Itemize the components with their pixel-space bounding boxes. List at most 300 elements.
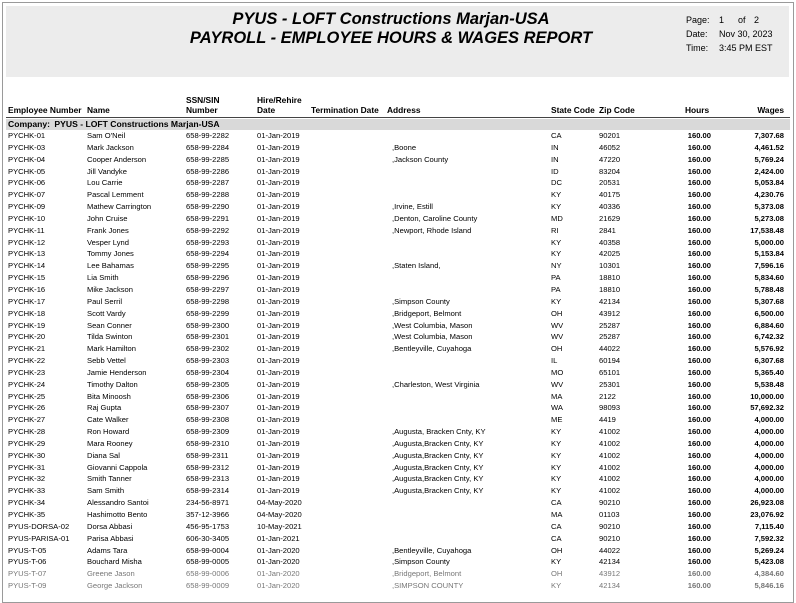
- name-cell: Jill Vandyke: [87, 166, 127, 176]
- wages-cell: 5,538.48: [754, 379, 784, 389]
- wages-cell: 26,923.08: [750, 498, 784, 508]
- employee-number-cell: PYCHK-20: [8, 332, 46, 342]
- employee-number-cell: PYCHK-18: [8, 308, 46, 318]
- hire-date-cell: 01-Jan-2019: [257, 356, 300, 366]
- state-code-cell: WV: [551, 332, 564, 342]
- employee-number-cell: PYCHK-10: [8, 213, 46, 223]
- employee-number-cell: PYUS-PARISA-01: [8, 533, 70, 543]
- ssn-cell: 658-99-2300: [186, 320, 230, 330]
- state-code-cell: OH: [551, 344, 563, 354]
- employee-number-cell: PYCHK-17: [8, 296, 46, 306]
- company-label: Company:: [8, 119, 51, 129]
- hire-date-cell: 01-Jan-2020: [257, 569, 300, 579]
- hours-cell: 160.00: [687, 166, 711, 176]
- hire-date-cell: 01-Jan-2019: [257, 296, 300, 306]
- hours-cell: 160.00: [687, 356, 711, 366]
- table-row: [0, 402, 796, 414]
- hire-date-cell: 01-Jan-2019: [257, 320, 300, 330]
- table-row: [0, 284, 796, 296]
- hours-cell: 160.00: [687, 367, 711, 377]
- zip-code-cell: 2841: [599, 225, 616, 235]
- name-cell: Mike Jackson: [87, 284, 134, 294]
- name-cell: Lou Carrie: [87, 178, 123, 188]
- table-row: [0, 248, 796, 260]
- employee-number-cell: PYCHK-33: [8, 486, 46, 496]
- wages-cell: 4,000.00: [754, 427, 784, 437]
- employee-number-cell: PYCHK-28: [8, 427, 46, 437]
- employee-number-cell: PYCHK-24: [8, 379, 46, 389]
- hours-cell: 160.00: [687, 533, 711, 543]
- state-code-cell: IL: [551, 356, 558, 366]
- hours-cell: 160.00: [687, 213, 711, 223]
- name-cell: Hashimotto Bento: [87, 510, 148, 519]
- hours-cell: 160.00: [687, 178, 711, 188]
- employee-number-cell: PYCHK-21: [8, 344, 46, 354]
- hours-cell: 160.00: [687, 225, 711, 235]
- hours-cell: 160.00: [687, 284, 711, 294]
- state-code-cell: PA: [551, 284, 561, 294]
- company-group-row: [6, 119, 790, 130]
- employee-number-cell: PYCHK-30: [8, 450, 46, 460]
- ssn-cell: 234-56-8971: [186, 498, 230, 508]
- ssn-cell: 658-99-2303: [186, 356, 230, 366]
- wages-cell: 57,692.32: [750, 403, 784, 413]
- address-cell: ,Bentleyville, Cuyahoga: [392, 344, 472, 354]
- zip-code-cell: 41002: [599, 438, 621, 448]
- hire-date-cell: 04-May-2020: [257, 498, 302, 508]
- hours-cell: 160.00: [687, 154, 711, 164]
- wages-cell: 4,000.00: [754, 462, 784, 472]
- time-label: Time:: [686, 43, 709, 53]
- zip-code-cell: 18810: [599, 284, 621, 294]
- page-of-label: of: [738, 15, 746, 25]
- table-row: [0, 485, 796, 497]
- ssn-cell: 658-99-2282: [186, 131, 230, 140]
- page-number: 1: [719, 15, 725, 25]
- table-row: [0, 509, 796, 521]
- hours-cell: 160.00: [687, 202, 711, 212]
- wages-cell: 23,076.92: [750, 510, 784, 519]
- wages-cell: 7,592.32: [754, 533, 784, 543]
- table-row: [0, 414, 796, 426]
- name-cell: John Cruise: [87, 213, 128, 223]
- zip-code-cell: 40175: [599, 190, 621, 200]
- wages-cell: 4,000.00: [754, 415, 784, 425]
- ssn-cell: 658-99-0006: [186, 569, 230, 579]
- name-cell: Diana Sal: [87, 450, 120, 460]
- zip-code-cell: 42134: [599, 557, 621, 567]
- name-cell: Tommy Jones: [87, 249, 134, 259]
- name-cell: Smith Tanner: [87, 474, 132, 484]
- employee-number-cell: PYUS-T-09: [8, 581, 47, 591]
- address-cell: ,Simpson County: [392, 296, 450, 306]
- hire-date-cell: 01-Jan-2019: [257, 344, 300, 354]
- wages-cell: 5,307.68: [754, 296, 784, 306]
- hours-cell: 160.00: [687, 510, 711, 519]
- time-value: 3:45 PM EST: [719, 43, 773, 53]
- zip-code-cell: 46052: [599, 142, 621, 152]
- employee-number-cell: PYCHK-27: [8, 415, 46, 425]
- ssn-cell: 658-99-2308: [186, 415, 230, 425]
- state-code-cell: KY: [551, 557, 562, 567]
- employee-number-cell: PYCHK-23: [8, 367, 46, 377]
- hire-date-cell: 01-Jan-2019: [257, 391, 300, 401]
- address-cell: ,Jackson County: [392, 154, 449, 164]
- zip-code-cell: 41002: [599, 450, 621, 460]
- name-cell: Sam Smith: [87, 486, 125, 496]
- name-cell: George Jackson: [87, 581, 143, 591]
- zip-code-cell: 44022: [599, 545, 621, 555]
- zip-code-cell: 41002: [599, 474, 621, 484]
- wages-cell: 5,788.48: [754, 284, 784, 294]
- name-cell: Dorsa Abbasi: [87, 521, 133, 531]
- name-cell: Raj Gupta: [87, 403, 122, 413]
- table-row: [0, 426, 796, 438]
- table-row: [0, 177, 796, 189]
- state-code-cell: MA: [551, 510, 563, 519]
- header-ssn: [186, 96, 220, 115]
- wages-cell: 7,115.40: [754, 521, 784, 531]
- wages-cell: 17,538.48: [750, 225, 784, 235]
- name-cell: Vesper Lynd: [87, 237, 129, 247]
- hire-date-cell: 01-Jan-2019: [257, 308, 300, 318]
- header-state-code: State Code: [551, 105, 595, 115]
- zip-code-cell: 90210: [599, 521, 621, 531]
- wages-cell: 4,000.00: [754, 438, 784, 448]
- hire-date-cell: 01-Jan-2019: [257, 249, 300, 259]
- ssn-cell: 658-99-2301: [186, 332, 230, 342]
- employee-number-cell: PYCHK-04: [8, 154, 46, 164]
- hire-date-cell: 01-Jan-2019: [257, 213, 300, 223]
- hire-date-cell: 01-Jan-2019: [257, 237, 300, 247]
- hours-cell: 160.00: [687, 521, 711, 531]
- hours-cell: 160.00: [687, 332, 711, 342]
- table-row: [0, 272, 796, 284]
- state-code-cell: KY: [551, 474, 562, 484]
- hours-cell: 160.00: [687, 474, 711, 484]
- table-row: [0, 379, 796, 391]
- state-code-cell: RI: [551, 225, 559, 235]
- name-cell: Bouchard Misha: [87, 557, 142, 567]
- state-code-cell: WA: [551, 403, 563, 413]
- ssn-cell: 658-99-2284: [186, 142, 230, 152]
- ssn-cell: 658-99-0009: [186, 581, 230, 591]
- header-wages: Wages: [757, 105, 784, 115]
- state-code-cell: OH: [551, 308, 563, 318]
- hours-cell: 160.00: [687, 498, 711, 508]
- header-hours: Hours: [685, 105, 710, 115]
- address-cell: ,SIMPSON COUNTY: [392, 581, 464, 591]
- name-cell: Mark Hamilton: [87, 344, 136, 354]
- state-code-cell: IN: [551, 154, 559, 164]
- employee-number-cell: PYUS-T-06: [8, 557, 47, 567]
- employee-number-cell: PYCHK-01: [8, 131, 46, 140]
- hire-date-cell: 01-Jan-2019: [257, 273, 300, 283]
- wages-cell: 5,053.84: [754, 178, 784, 188]
- ssn-cell: 658-99-2304: [186, 367, 230, 377]
- ssn-cell: 658-99-2309: [186, 427, 230, 437]
- header-hire-date: [257, 96, 302, 115]
- wages-cell: 5,576.92: [754, 344, 784, 354]
- address-cell: ,Augusta, Bracken Cnty, KY: [392, 427, 486, 437]
- hours-cell: 160.00: [687, 190, 711, 200]
- address-cell: ,Charleston, West Virginia: [392, 379, 480, 389]
- name-cell: Mara Rooney: [87, 438, 133, 448]
- table-row: [0, 533, 796, 545]
- employee-number-cell: PYCHK-19: [8, 320, 46, 330]
- hire-date-cell: 01-Jan-2019: [257, 462, 300, 472]
- header-address: Address: [387, 105, 421, 115]
- address-cell: ,Augusta,Bracken Cnty, KY: [392, 486, 484, 496]
- date-label: Date:: [686, 29, 708, 39]
- state-code-cell: WV: [551, 320, 564, 330]
- hire-date-cell: 10-May-2021: [257, 521, 302, 531]
- state-code-cell: MA: [551, 391, 563, 401]
- state-code-cell: ID: [551, 166, 559, 176]
- address-cell: ,Boone: [392, 142, 417, 152]
- zip-code-cell: 42025: [599, 249, 621, 259]
- header-termination-date: Termination Date: [311, 105, 379, 115]
- hours-cell: 160.00: [687, 379, 711, 389]
- wages-cell: 4,461.52: [754, 142, 784, 152]
- name-cell: Parisa Abbasi: [87, 533, 134, 543]
- hours-cell: 160.00: [687, 403, 711, 413]
- zip-code-cell: 01103: [599, 510, 620, 519]
- zip-code-cell: 47220: [599, 154, 621, 164]
- name-cell: Adams Tara: [87, 545, 128, 555]
- address-cell: ,Augusta,Bracken Cnty, KY: [392, 462, 484, 472]
- address-cell: ,Bentleyville, Cuyahoga: [392, 545, 472, 555]
- ssn-cell: 658-99-2313: [186, 474, 230, 484]
- table-row: [0, 130, 796, 142]
- table-row: [0, 568, 796, 580]
- wages-cell: 7,596.16: [754, 261, 784, 271]
- header-zip-code: Zip Code: [599, 105, 635, 115]
- ssn-cell: 658-99-2293: [186, 237, 230, 247]
- ssn-cell: 658-99-2305: [186, 379, 230, 389]
- hire-date-cell: 04-May-2020: [257, 510, 302, 519]
- state-code-cell: OH: [551, 569, 563, 579]
- hire-date-cell: 01-Jan-2019: [257, 403, 300, 413]
- hire-date-cell: 01-Jan-2019: [257, 379, 300, 389]
- employee-number-cell: PYCHK-16: [8, 284, 46, 294]
- employee-number-cell: PYCHK-14: [8, 261, 46, 271]
- employee-number-cell: PYCHK-25: [8, 391, 46, 401]
- employee-table: [0, 130, 796, 592]
- hire-date-cell: 01-Jan-2020: [257, 581, 300, 591]
- address-cell: ,Augusta,Bracken Cnty, KY: [392, 450, 484, 460]
- wages-cell: 5,269.24: [754, 545, 784, 555]
- hours-cell: 160.00: [687, 569, 711, 579]
- hire-date-cell: 01-Jan-2019: [257, 474, 300, 484]
- zip-code-cell: 42134: [599, 581, 621, 591]
- table-row: [0, 308, 796, 320]
- hours-cell: 160.00: [687, 249, 711, 259]
- state-code-cell: CA: [551, 498, 562, 508]
- header-hire-line2: Date: [257, 104, 276, 115]
- ssn-cell: 658-99-2285: [186, 154, 230, 164]
- name-cell: Sean Conner: [87, 320, 132, 330]
- hire-date-cell: 01-Jan-2021: [257, 533, 300, 543]
- state-code-cell: KY: [551, 190, 562, 200]
- state-code-cell: DC: [551, 178, 562, 188]
- ssn-cell: 658-99-2288: [186, 190, 230, 200]
- ssn-cell: 658-99-2310: [186, 438, 230, 448]
- hire-date-cell: 01-Jan-2019: [257, 486, 300, 496]
- hours-cell: 160.00: [687, 273, 711, 283]
- state-code-cell: KY: [551, 486, 562, 496]
- employee-number-cell: PYCHK-06: [8, 178, 46, 188]
- hours-cell: 160.00: [687, 486, 711, 496]
- wages-cell: 10,000.00: [750, 391, 784, 401]
- name-cell: Tilda Swinton: [87, 332, 133, 342]
- employee-number-cell: PYCHK-07: [8, 190, 46, 200]
- state-code-cell: OH: [551, 545, 563, 555]
- address-cell: ,Bridgeport, Belmont: [392, 569, 462, 579]
- employee-number-cell: PYCHK-03: [8, 142, 46, 152]
- header-divider: [6, 117, 790, 118]
- zip-code-cell: 42134: [599, 296, 621, 306]
- hire-date-cell: 01-Jan-2019: [257, 154, 300, 164]
- ssn-cell: 658-99-2287: [186, 178, 230, 188]
- zip-code-cell: 2122: [599, 391, 616, 401]
- state-code-cell: CA: [551, 533, 562, 543]
- table-row: [0, 213, 796, 225]
- state-code-cell: CA: [551, 131, 562, 140]
- hire-date-cell: 01-Jan-2019: [257, 202, 300, 212]
- wages-cell: 5,273.08: [754, 213, 784, 223]
- table-row: [0, 438, 796, 450]
- table-row: [0, 225, 796, 237]
- state-code-cell: KY: [551, 438, 562, 448]
- table-row: [0, 142, 796, 154]
- hours-cell: 160.00: [687, 557, 711, 567]
- zip-code-cell: 41002: [599, 427, 621, 437]
- name-cell: Mathew Carrington: [87, 202, 152, 212]
- ssn-cell: 658-99-2299: [186, 308, 230, 318]
- hire-date-cell: 01-Jan-2019: [257, 142, 300, 152]
- employee-number-cell: PYUS-T-07: [8, 569, 47, 579]
- ssn-cell: 658-99-2302: [186, 344, 230, 354]
- employee-number-cell: PYCHK-34: [8, 498, 46, 508]
- name-cell: Cooper Anderson: [87, 154, 147, 164]
- employee-number-cell: PYUS-T-05: [8, 545, 47, 555]
- report-title: PAYROLL - EMPLOYEE HOURS & WAGES REPORT: [189, 29, 593, 47]
- name-cell: Bita Minoosh: [87, 391, 131, 401]
- wages-cell: 5,834.60: [754, 273, 784, 283]
- table-row: [0, 154, 796, 166]
- table-row: [0, 355, 796, 367]
- zip-code-cell: 41002: [599, 486, 621, 496]
- ssn-cell: 658-99-2306: [186, 391, 230, 401]
- state-code-cell: CA: [551, 521, 562, 531]
- page-total: 2: [754, 15, 760, 25]
- employee-number-cell: PYCHK-26: [8, 403, 46, 413]
- state-code-cell: KY: [551, 427, 562, 437]
- table-row: [0, 343, 796, 355]
- ssn-cell: 658-99-2294: [186, 249, 230, 259]
- hire-date-cell: 01-Jan-2020: [257, 545, 300, 555]
- zip-code-cell: 90210: [599, 498, 621, 508]
- zip-code-cell: 98093: [599, 403, 621, 413]
- ssn-cell: 658-99-2314: [186, 486, 230, 496]
- state-code-cell: IN: [551, 142, 559, 152]
- hire-date-cell: 01-Jan-2019: [257, 178, 300, 188]
- name-cell: Mark Jackson: [87, 142, 134, 152]
- hours-cell: 160.00: [687, 344, 711, 354]
- ssn-cell: 658-99-0005: [186, 557, 230, 567]
- wages-cell: 7,307.68: [754, 131, 784, 140]
- zip-code-cell: 65101: [599, 367, 621, 377]
- zip-code-cell: 90201: [599, 131, 621, 140]
- state-code-cell: WV: [551, 379, 564, 389]
- table-row: [0, 521, 796, 533]
- zip-code-cell: 43912: [599, 569, 621, 579]
- name-cell: Sebb Vettel: [87, 356, 126, 366]
- ssn-cell: 456-95-1753: [186, 521, 230, 531]
- zip-code-cell: 4419: [599, 415, 616, 425]
- hours-cell: 160.00: [687, 296, 711, 306]
- table-row: [0, 260, 796, 272]
- hire-date-cell: 01-Jan-2019: [257, 415, 300, 425]
- header-name: Name: [87, 105, 110, 115]
- name-cell: Jamie Henderson: [87, 367, 147, 377]
- table-row: [0, 391, 796, 403]
- name-cell: Greene Jason: [87, 569, 135, 579]
- company-title: PYUS - LOFT Constructions Marjan-USA: [232, 10, 550, 28]
- employee-number-cell: PYCHK-31: [8, 462, 46, 472]
- table-row: [0, 545, 796, 557]
- employee-number-cell: PYCHK-13: [8, 249, 46, 259]
- hours-cell: 160.00: [687, 237, 711, 247]
- state-code-cell: MD: [551, 213, 563, 223]
- ssn-cell: 658-99-2296: [186, 273, 230, 283]
- hours-cell: 160.00: [687, 427, 711, 437]
- wages-cell: 5,153.84: [754, 249, 784, 259]
- hire-date-cell: 01-Jan-2019: [257, 427, 300, 437]
- zip-code-cell: 25287: [599, 320, 621, 330]
- name-cell: Cate Walker: [87, 415, 129, 425]
- name-cell: Timothy Dalton: [87, 379, 138, 389]
- hire-date-cell: 01-Jan-2020: [257, 557, 300, 567]
- employee-number-cell: PYCHK-29: [8, 438, 46, 448]
- ssn-cell: 658-99-2297: [186, 284, 230, 294]
- zip-code-cell: 40358: [599, 237, 621, 247]
- employee-number-cell: PYCHK-12: [8, 237, 46, 247]
- name-cell: Lia Smith: [87, 273, 119, 283]
- hours-cell: 160.00: [687, 438, 711, 448]
- wages-cell: 6,742.32: [754, 332, 784, 342]
- employee-number-cell: PYCHK-11: [8, 225, 45, 235]
- address-cell: ,West Columbia, Mason: [392, 332, 473, 342]
- hours-cell: 160.00: [687, 462, 711, 472]
- name-cell: Frank Jones: [87, 225, 129, 235]
- zip-code-cell: 60194: [599, 356, 621, 366]
- wages-cell: 4,000.00: [754, 486, 784, 496]
- hire-date-cell: 01-Jan-2019: [257, 450, 300, 460]
- ssn-cell: 658-99-0004: [186, 545, 230, 555]
- table-row: [0, 201, 796, 213]
- hours-cell: 160.00: [687, 450, 711, 460]
- wages-cell: 4,000.00: [754, 450, 784, 460]
- name-cell: Pascal Lemment: [87, 190, 144, 200]
- table-row: [0, 296, 796, 308]
- header-hire-line1: Hire/Rehire: [257, 95, 302, 105]
- ssn-cell: 606-30-3405: [186, 533, 230, 543]
- report-header-banner: [6, 6, 789, 77]
- employee-number-cell: PYCHK-32: [8, 474, 46, 484]
- hours-cell: 160.00: [687, 308, 711, 318]
